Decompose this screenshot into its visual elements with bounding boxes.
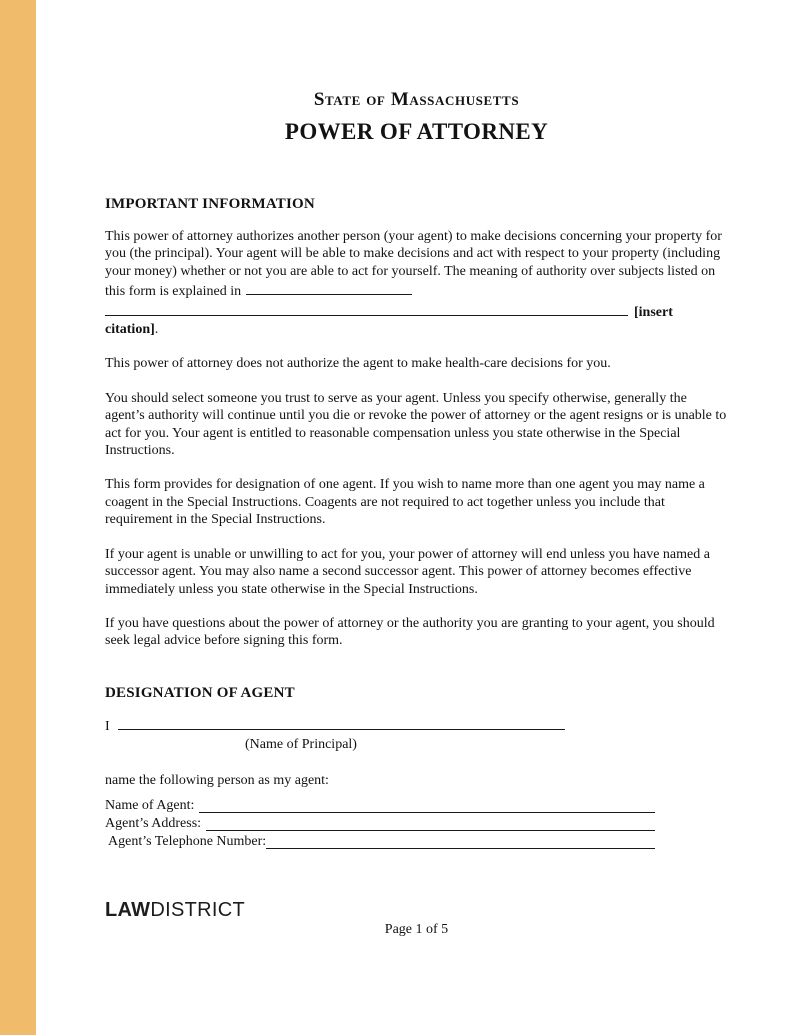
agent-address-field[interactable]: [206, 815, 655, 831]
agent-fields: [105, 797, 655, 851]
agent-address-label: Agent’s Address:: [105, 815, 202, 831]
page-indicator: Page 1 of 5: [384, 922, 449, 937]
agent-name-label: Name of Agent:: [105, 797, 195, 813]
paragraph-successor-agent: If your agent is unable or unwilling to act for you, your power of attorney will end unless you have named a successor agent. You may also name a second successor agent. This power of attorney becomes effective immediately unless you state otherwise in the Special Instructions.: [105, 546, 710, 597]
section-heading-designation-of-agent: DESIGNATION OF AGENT: [105, 684, 295, 701]
paragraph-one-agent: This form provides for designation of one agent. If you wish to name more than one agent you may name a coagent in the Special Instructions. Coagents are not required to act together unless you include that requirement in the Special Instructions.: [105, 477, 705, 528]
field-row-agent-name: [105, 797, 655, 815]
paragraph-select-agent: You should select someone you trust to serve as your agent. Unless you specify otherwise, generally the agent’s authority will continue until you die or revoke the power of attorney or the agent resigns or is unable to act for you. Your agent is entitled to reasonable compensation unless you state otherwise in the Special Instructions.: [105, 390, 727, 459]
name-of-principal-caption: (Name of Principal): [245, 736, 357, 752]
section-heading-important-information: IMPORTANT INFORMATION: [105, 196, 315, 212]
logo-law-text: LAW: [105, 899, 151, 921]
paragraph-authorization-text: This power of attorney authorizes another person (your agent) to make decisions concerning your property for you (the principal). Your agent will be able to make decisions and act with respect to your property (including your money) whether or not you are able to act for yourself. The meaning of authority over subjects listed on this form is explained in: [105, 229, 722, 300]
accent-stripe: [0, 0, 36, 1035]
agent-telephone-field[interactable]: [266, 833, 655, 849]
page-title-state: State of Massachusetts: [313, 89, 520, 110]
citation-blank-line-end[interactable]: [105, 301, 628, 316]
page-content: [105, 0, 728, 851]
agent-intro-text: name the following person as my agent:: [105, 773, 329, 789]
agent-telephone-label: Agent’s Telephone Number:: [108, 833, 267, 849]
citation-suffix: .: [154, 322, 159, 338]
principal-name-row: [105, 715, 728, 736]
document-header: [105, 88, 728, 146]
paragraph-authorization: [105, 228, 728, 338]
field-row-agent-address: [105, 815, 655, 833]
principal-prefix: I: [105, 718, 110, 734]
page-title: POWER OF ATTORNEY: [284, 119, 549, 144]
citation-label: [insert citation]: [105, 304, 673, 338]
field-row-agent-telephone: [105, 833, 655, 851]
paragraph-legal-advice: If you have questions about the power of attorney or the authority you are granting to your agent, you should seek legal advice before signing this form.: [105, 615, 715, 649]
agent-name-field[interactable]: [199, 797, 655, 813]
principal-name-field[interactable]: [118, 715, 565, 730]
paragraph-healthcare: This power of attorney does not authorize the agent to make health-care decisions for you.: [105, 356, 611, 372]
citation-blank-line-start[interactable]: [246, 280, 412, 295]
logo-district-text: DISTRICT: [150, 899, 245, 921]
lawdistrict-logo: [105, 899, 245, 921]
